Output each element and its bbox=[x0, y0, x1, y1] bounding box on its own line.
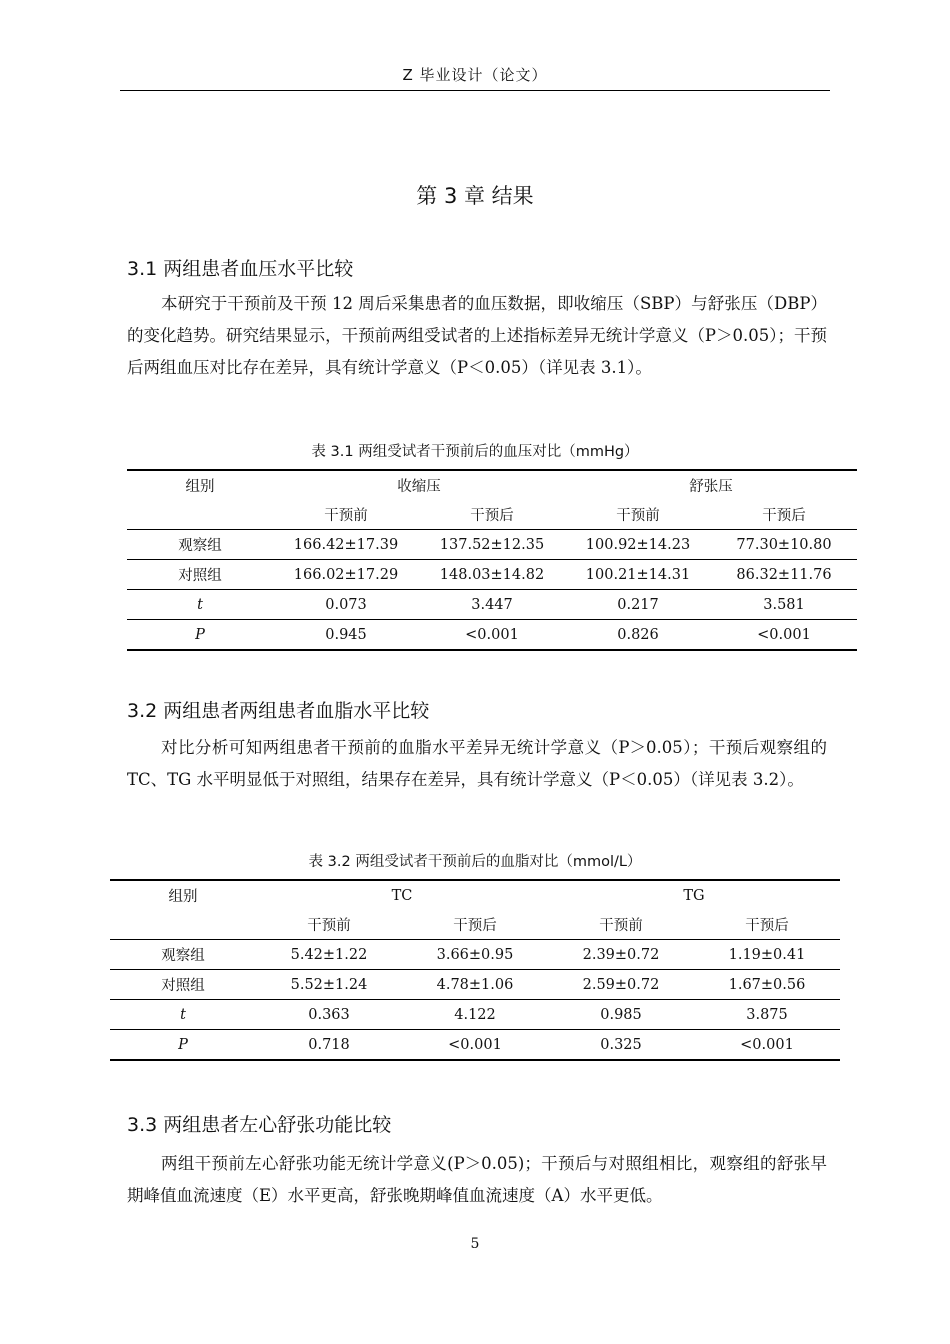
table-cell: 0.073 bbox=[273, 590, 419, 620]
table-cell: <0.001 bbox=[711, 620, 857, 651]
table-cell: 4.122 bbox=[402, 1000, 548, 1030]
table-cell: 3.66±0.95 bbox=[402, 940, 548, 970]
table2-subheader-row bbox=[110, 910, 840, 940]
table2-group-label: 组别 bbox=[168, 889, 198, 905]
row-label: t bbox=[127, 590, 273, 620]
row-label: P bbox=[110, 1030, 256, 1061]
table1-col-group-sbp: 收缩压 bbox=[397, 479, 441, 495]
table1-subheader: 干预前 bbox=[324, 508, 368, 524]
table-cell: 3.447 bbox=[419, 590, 565, 620]
table-cell: 0.325 bbox=[548, 1030, 694, 1061]
table-cell: 77.30±10.80 bbox=[711, 530, 857, 560]
table-cell: 4.78±1.06 bbox=[402, 970, 548, 1000]
table-cell: 148.03±14.82 bbox=[419, 560, 565, 590]
table-cell: 0.217 bbox=[565, 590, 711, 620]
table1-col-group-dbp: 舒张压 bbox=[689, 479, 733, 495]
table2-subheader: 干预后 bbox=[453, 918, 497, 934]
table2-subheader: 干预后 bbox=[745, 918, 789, 934]
table-cell: 3.875 bbox=[694, 1000, 840, 1030]
table1-header-row bbox=[127, 470, 857, 500]
table-cell: 0.718 bbox=[256, 1030, 402, 1061]
table-cell: 100.21±14.31 bbox=[565, 560, 711, 590]
row-label: P bbox=[127, 620, 273, 651]
section-heading-3-3: 3.3 两组患者左心舒张功能比较 bbox=[127, 1114, 392, 1136]
table-cell: <0.001 bbox=[419, 620, 565, 651]
table1-subheader: 干预前 bbox=[616, 508, 660, 524]
table1-subheader: 干预后 bbox=[762, 508, 806, 524]
table2-subheader: 干预前 bbox=[307, 918, 351, 934]
section-heading-3-1: 3.1 两组患者血压水平比较 bbox=[127, 258, 354, 280]
page-number: 5 bbox=[470, 1236, 480, 1252]
table-cell: 0.985 bbox=[548, 1000, 694, 1030]
table-row bbox=[127, 560, 857, 590]
table2-caption: 表 3.2 两组受试者干预前后的血脂对比（mmol/L） bbox=[308, 854, 642, 870]
row-label: t bbox=[110, 1000, 256, 1030]
table2-col-group-tc: TC bbox=[391, 887, 413, 904]
table-cell: 5.42±1.22 bbox=[256, 940, 402, 970]
section-paragraph-3-3: 两组干预前左心舒张功能无统计学意义(P＞0.05)；干预后与对照组相比，观察组的舒张早期峰值血流速度（E）水平更高，舒张晚期峰值血流速度（A）水平更低。 bbox=[127, 1154, 827, 1205]
table-row bbox=[110, 1030, 840, 1061]
row-label: 观察组 bbox=[127, 530, 273, 560]
section-paragraph-3-1: 本研究于干预前及干预 12 周后采集患者的血压数据，即收缩压（SBP）与舒张压（DBP）的变化趋势。研究结果显示，干预前两组受试者的上述指标差异无统计学意义（P＞0.05）；干预后两组血压对比存在差异，具有统计学意义（P＜0.05）（详见表 3.1）。 bbox=[127, 294, 827, 377]
table-row bbox=[127, 530, 857, 560]
table-cell: 1.67±0.56 bbox=[694, 970, 840, 1000]
table-row bbox=[110, 970, 840, 1000]
table-cell: 5.52±1.24 bbox=[256, 970, 402, 1000]
section-heading-3-2: 3.2 两组患者两组患者血脂水平比较 bbox=[127, 700, 430, 722]
table2-col-group-tg: TG bbox=[683, 887, 705, 904]
table-row bbox=[127, 590, 857, 620]
table-cell: 166.42±17.39 bbox=[273, 530, 419, 560]
table-cell: <0.001 bbox=[402, 1030, 548, 1061]
table-cell: 100.92±14.23 bbox=[565, 530, 711, 560]
table2-header-row bbox=[110, 880, 840, 910]
row-label: 对照组 bbox=[127, 560, 273, 590]
table-cell: 166.02±17.29 bbox=[273, 560, 419, 590]
table-cell: <0.001 bbox=[694, 1030, 840, 1061]
table-cell: 86.32±11.76 bbox=[711, 560, 857, 590]
table1-caption: 表 3.1 两组受试者干预前后的血压对比（mmHg） bbox=[311, 444, 639, 460]
page-header: Z 毕业设计（论文） bbox=[402, 66, 548, 84]
header-rule bbox=[120, 90, 830, 91]
table-cell: 0.945 bbox=[273, 620, 419, 651]
table1-subheader-row bbox=[127, 500, 857, 530]
row-label: 观察组 bbox=[110, 940, 256, 970]
table2-subheader: 干预前 bbox=[599, 918, 643, 934]
section-paragraph-3-2: 对比分析可知两组患者干预前的血脂水平差异无统计学意义（P＞0.05）；干预后观察组的 TC、TG 水平明显低于对照组，结果存在差异，具有统计学意义（P＜0.05）（详见表 3.2）。 bbox=[127, 738, 827, 789]
table-cell: 0.826 bbox=[565, 620, 711, 651]
table-cell: 1.19±0.41 bbox=[694, 940, 840, 970]
table-row bbox=[110, 1000, 840, 1030]
table-row bbox=[127, 620, 857, 651]
row-label: 对照组 bbox=[110, 970, 256, 1000]
table-cell: 2.39±0.72 bbox=[548, 940, 694, 970]
table1-group-label: 组别 bbox=[185, 479, 215, 495]
table-cell: 2.59±0.72 bbox=[548, 970, 694, 1000]
table-row bbox=[110, 940, 840, 970]
chapter-title: 第 3 章 结果 bbox=[416, 184, 534, 208]
table2 bbox=[110, 879, 840, 1061]
table-cell: 3.581 bbox=[711, 590, 857, 620]
table-cell: 0.363 bbox=[256, 1000, 402, 1030]
table1-subheader: 干预后 bbox=[470, 508, 514, 524]
table-cell: 137.52±12.35 bbox=[419, 530, 565, 560]
table1 bbox=[127, 469, 857, 651]
